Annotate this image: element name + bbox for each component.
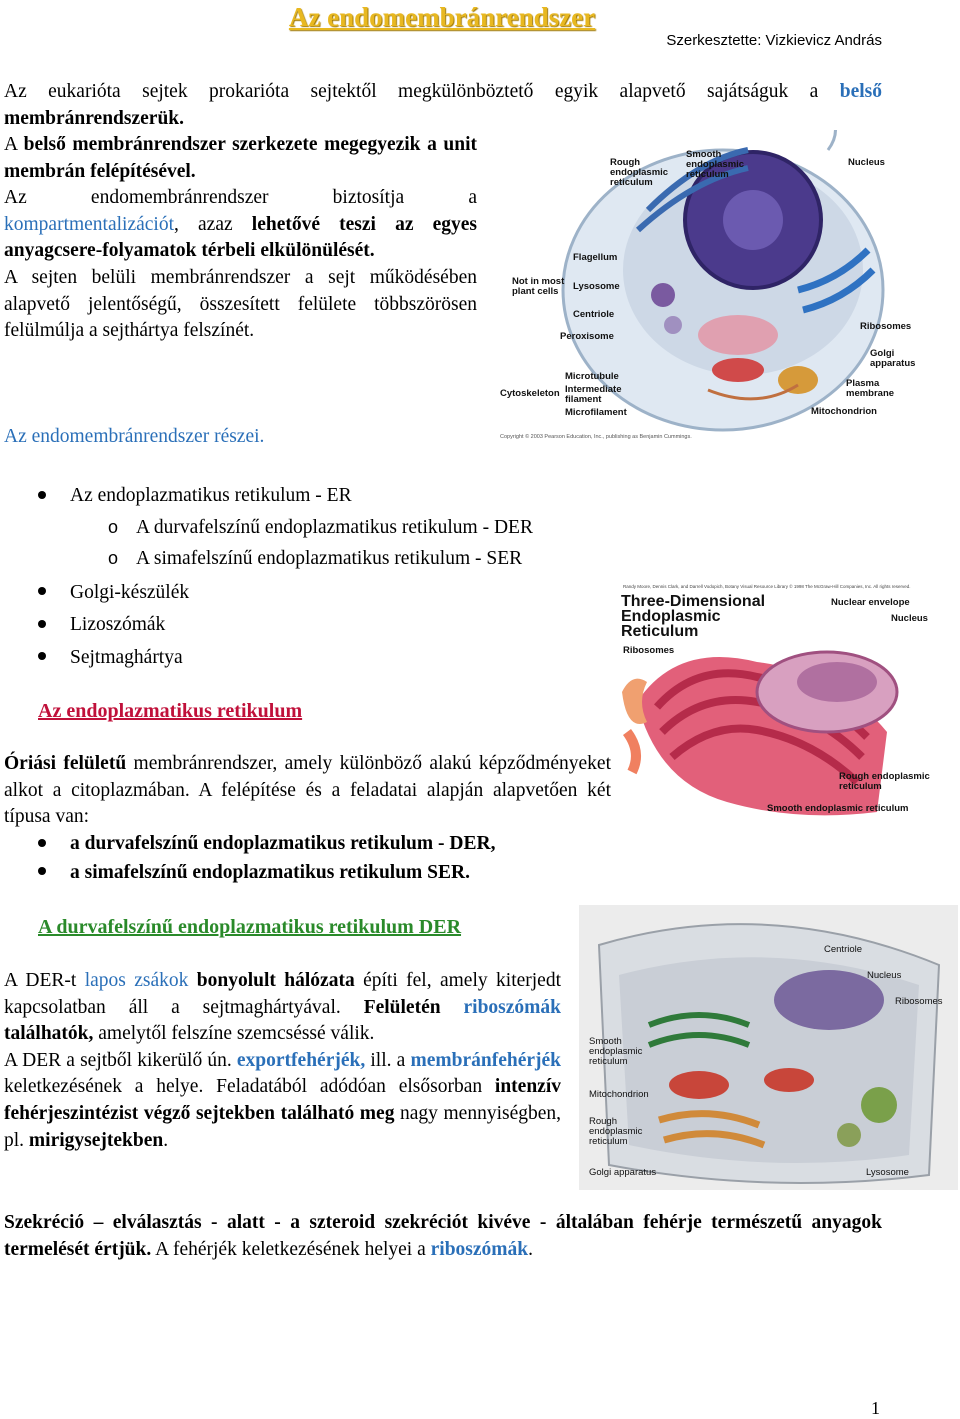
page-title: Az endomembránrendszer (288, 2, 596, 32)
label-smooth-er: Smooth endoplasmic reticulum (686, 149, 745, 180)
er-p-text: membránrendszer, amely különböző alakú képződményeket alkot a citoplazmában. A felépítése és a feladatai alapján alapvetően két típusa van: (4, 753, 611, 828)
editor-credit: Szerkesztette: Vizkievicz András (666, 32, 882, 49)
ring-bullet-icon: o (108, 516, 119, 537)
label-er-ribosomes: Ribosomes (623, 645, 675, 656)
der-t1: A DER-t (4, 970, 77, 991)
label-cytoskeleton: Cytoskeleton (500, 388, 560, 399)
label-er-nucleus: Nucleus (891, 613, 928, 624)
bullet-icon (38, 620, 46, 628)
label-microfilament: Microfilament (565, 407, 627, 418)
intro-p3-c: , azaz (174, 213, 233, 235)
photo-label-rough-er: Rough endoplasmic reticulum (589, 1116, 643, 1147)
photo-label-golgi: Golgi apparatus (589, 1167, 657, 1178)
list-item-golgi: Golgi-készülék (70, 581, 190, 603)
cell-copyright: Copyright © 2003 Pearson Education, Inc., publishing as Benjamin Cummings. (500, 434, 692, 440)
der-t9: A DER a sejtből kikerülő ún. (4, 1049, 232, 1071)
der-t2: lapos zsákok (84, 970, 189, 991)
list-item (38, 830, 495, 859)
der-t4: építi fel, amely kiterjedt kapcsolatban áll a sejtmaghártyával. (4, 970, 561, 1018)
list-item (38, 543, 533, 575)
label-plasma-membrane: Plasma membrane (846, 378, 895, 399)
der-paragraph (4, 968, 561, 1154)
bullet-icon (38, 491, 46, 499)
secretion-text: A fehérjék keletkezésének helyei a (155, 1238, 426, 1260)
der-t10: exportfehérjék, (236, 1049, 366, 1071)
er-paragraph (4, 751, 611, 831)
secretion-paragraph (4, 1210, 882, 1263)
photo-label-lysosome: Lysosome (866, 1167, 909, 1178)
label-ribosomes: Ribosomes (860, 321, 912, 332)
page-number: 1 (871, 1398, 880, 1418)
der-t14: intenzív fehérjeszintézist végző sejtekben található meg (4, 1076, 562, 1124)
der-t16: mirigysejtekben (28, 1129, 164, 1151)
list-item-lyso: Lizoszómák (70, 614, 166, 635)
secretion-period: . (528, 1238, 533, 1260)
parts-list (38, 480, 533, 673)
intro-p3-a: Az endomembránrendszer biztosítja a (4, 187, 477, 209)
intro-paragraph-3 (4, 185, 477, 265)
der-t13: keletkezésének a helye. Feladatából adódóan elsősorban (4, 1076, 483, 1098)
er-figure-title: Three-Dimensional Endoplasmic Reticulum (621, 593, 766, 640)
der-heading: A durvafelszínű endoplazmatikus retikulum DER (38, 916, 462, 938)
photo-label-nucleus: Nucleus (867, 970, 902, 981)
photo-label-mitochondrion: Mitochondrion (589, 1089, 649, 1100)
label-peroxisome: Peroxisome (560, 331, 614, 342)
list-item-der-type: a durvafelszínű endoplazmatikus retikulum - DER, (70, 833, 496, 854)
ring-bullet-icon: o (108, 548, 119, 568)
list-item (38, 577, 533, 609)
der-t3: bonyolult hálózata (196, 970, 355, 991)
bullet-icon (38, 652, 46, 660)
der-t5: Felületén (363, 996, 441, 1018)
der-t6: riboszómák (463, 996, 562, 1018)
label-nucleus: Nucleus (848, 157, 885, 168)
intro-p2-b: belső membránrendszer szerkezete megegyezik a unit membrán felépítésével. (4, 134, 478, 182)
der-t15: nagy mennyiségben, pl. (4, 1102, 562, 1151)
label-golgi: Golgi apparatus (870, 348, 916, 369)
intro-p3-d: lehetővé teszi az egyes anyagcsere-folyamatok térbeli elkülönülését. (4, 213, 478, 262)
er-heading: Az endoplazmatikus retikulum (38, 700, 303, 722)
intro-column (4, 132, 477, 345)
list-item (38, 609, 533, 641)
list-item (38, 642, 533, 674)
label-lysosome: Lysosome (573, 281, 620, 292)
der-t11: ill. a (370, 1049, 406, 1071)
list-item (38, 859, 495, 888)
list-item-nuc: Sejtmaghártya (70, 646, 183, 668)
label-intermediate-filament: Intermediate filament (565, 384, 622, 405)
der-t7: találhatók, (4, 1023, 94, 1045)
list-item-er: Az endoplazmatikus retikulum - ER (70, 485, 352, 506)
list-item-ser-type: a simafelszínű endoplazmatikus retikulum SER. (70, 861, 470, 883)
intro-p3-b: kompartmentalizációt (4, 213, 175, 235)
der-t8: amelytől felszíne szemcséssé válik. (98, 1023, 375, 1045)
der-t17: . (163, 1129, 169, 1151)
secretion-ribosomes: riboszómák (430, 1238, 529, 1260)
photo-label-ribosomes: Ribosomes (895, 996, 943, 1007)
parts-title: Az endomembránrendszer részei. (4, 426, 265, 447)
er-p-bold: Óriási felületű (4, 753, 127, 774)
intro-p1-belso: belső (839, 81, 882, 102)
photo-label-centriole: Centriole (824, 944, 863, 955)
er-types-list (38, 830, 495, 887)
list-item-ser: A simafelszínű endoplazmatikus retikulum - SER (136, 548, 523, 569)
label-microtubule: Microtubule (565, 371, 619, 382)
er-3d-diagram (617, 582, 930, 827)
label-not-in-plants: Not in most plant cells (512, 276, 565, 297)
label-er-rough: Rough endoplasmic reticulum (839, 771, 930, 792)
label-centriole: Centriole (573, 309, 615, 320)
label-er-smooth: Smooth endoplasmic reticulum (767, 803, 909, 814)
bullet-icon (38, 839, 46, 847)
cell-photo-diagram (579, 905, 958, 1190)
der-t12: membránfehérjék (410, 1049, 562, 1071)
intro-p1-text: Az eukarióta sejtek prokarióta sejtektől megkülönböztető egyik alapvető sajátságuk a (4, 81, 819, 102)
list-item (38, 480, 533, 512)
list-item-der: A durvafelszínű endoplazmatikus retikulum - DER (136, 516, 533, 538)
secretion-definition: Szekréció – elválasztás - alatt - a szteroid szekréciót kivéve - általában fehérje természetű anyagok termelését értjük. (4, 1212, 882, 1260)
intro-p2-a: A (4, 134, 18, 155)
label-mitochondrion: Mitochondrion (811, 406, 877, 417)
bullet-icon (38, 867, 46, 875)
label-flagellum: Flagellum (573, 252, 618, 263)
bullet-icon (38, 587, 46, 595)
intro-paragraph-2 (4, 132, 477, 185)
intro-p1-term: membránrendszerük. (4, 107, 185, 129)
list-item (38, 512, 533, 544)
er-credit: Randy Moore, Dennis Clark, and Darrell Vodopich, Botany Visual Resource Library © 1998 The McGraw-Hill Companies, Inc. All rights reserved. (623, 584, 911, 589)
intro-paragraph-1 (4, 79, 882, 132)
intro-paragraph-4: A sejten belüli membránrendszer a sejt működésében alapvető jelentőségű, összesített felülete többszörösen felülmúlja a sejthártya felszínét. (4, 266, 477, 342)
label-rough-er: Rough endoplasmic reticulum (610, 157, 669, 188)
label-nuclear-envelope: Nuclear envelope (831, 597, 910, 608)
animal-cell-diagram (498, 130, 924, 444)
photo-label-smooth-er: Smooth endoplasmic reticulum (589, 1036, 643, 1067)
